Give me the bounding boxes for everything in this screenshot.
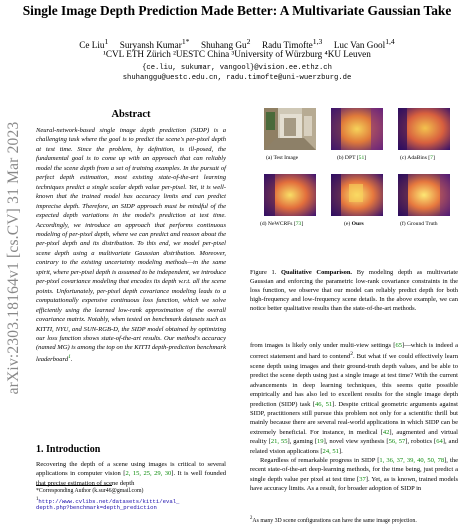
body-text: from images is likely only under multi-view settings [ [250, 342, 396, 349]
citation[interactable]: 24, 51 [322, 447, 339, 455]
caption-label: (b) DPT [ [337, 155, 359, 161]
subfigure-caption [344, 221, 364, 227]
footnote-mark: 2 [350, 351, 353, 358]
caption-label: (d) NeWCRFs [ [260, 221, 296, 227]
body-text: ], augmented and virtual reality [ [250, 428, 458, 446]
dpt-depth-thumbnail [331, 108, 383, 150]
citation[interactable]: 56, 57 [388, 438, 406, 446]
caption-label: (c) AdaBins [ [400, 155, 431, 161]
caption-tail: ] [432, 155, 435, 161]
body-text: ]. Despite critical geometric arguments against SIDP, practitioners still pursue this problem not only for a scientific thrill but mainly because there are several real-world applications in which SIDP can be extremely beneficial. For instance, in medical [ [250, 400, 459, 436]
author-name: Suryansh Kumar [119, 40, 182, 51]
affiliations: ¹CVL ETH Zürich ²UESTC China ³University of Würzburg ⁴KU Leuven [103, 49, 371, 59]
caption-label: (f) Ground Truth [400, 221, 438, 227]
citation[interactable]: 64 [436, 438, 443, 446]
citation[interactable]: 19 [317, 438, 324, 446]
caption-text: By modeling depth as multivariate Gaussian and enforcing the parametric low-rank covariance constraints in the loss function, we observe that our model can reliably predict depth for both high-frequency and low-frequency scene details. In the above example, we can notice better qualitative results than the state-of-the-art methods. [250, 269, 459, 312]
citation[interactable]: 51 [358, 155, 365, 161]
body-text: ], robotics [ [405, 438, 437, 446]
citation[interactable]: 73 [295, 221, 302, 227]
email-line: {ce.liu, sukumar, vangool}@vision.ee.ethz.ch [142, 64, 332, 72]
figure-1 [248, 104, 460, 259]
subfigure-caption [400, 221, 438, 227]
citation[interactable]: 7 [430, 155, 433, 161]
caption-label: (e) [344, 221, 352, 227]
subfigure-caption [337, 155, 366, 161]
footnote-rule [36, 485, 112, 486]
citation[interactable]: 42 [382, 428, 390, 436]
intro-text: Recovering the depth of a scene using images is critical to several applications in computer vision [ [36, 461, 226, 478]
footnote-url-cont [36, 504, 236, 512]
footnote-mark: 2 [250, 516, 253, 521]
section-heading: 1. Introduction [36, 444, 101, 455]
abstract-body: Neural-network-based single image depth prediction (SIDP) is a challenging task where the goal is to predict the scene's per-pixel depth at test time. Since the problem, by definition, is ill-posed, the fundamental goal is to come up with an approach that can reliably model the scene depth from a set of training examples. In the pursuit of perfect depth estimation, most existing state-of-the-art learning techniques predict a single scalar depth value per-pixel. Yet, it is well-known that the trained model has accuracy limits and can predict imprecise depth. Therefore, an SIDP approach must be mindful of the expected depth variations in the model's prediction at test time. Accordingly, we introduce an approach that performs continuous modeling of per-pixel depth, where we can predict and reason about the per-pixel depth and its distribution. To this end, we model per-pixel scene depth using a multivariate Gaussian distribution. Moreover, contrary to the existing uncertainty modeling methods—in the same spirit, where per-pixel depth is assumed to be independent, we introduce per-pixel covariance modeling that encodes its depth w.r.t. all the scene points. Unfortunately, per-pixel depth covariance modeling leads to a computationally expensive continuous loss function, which we solve efficiently using the learned low-rank approximation of the overall covariance matrix. Notably, when tested on benchmark datasets such as KITTI, NYU, and SUN-RGB-D, the SIDP model obtained by optimizing our loss function shows state-of-the-art results. Our method's accuracy (named MG) is among the top on the KITTI depth-prediction benchmark leaderboard$^1$. [36, 127, 226, 364]
body-text: . But what if we could effectively learn scene depth using images and their ground-truth depth values, and be able to predict the scene depth using just a single image at test time? With the current advancements in deep learning techniques, this seems quite possible empirically and has also led to excellent results for the single image depth prediction (SIDP) task [ [250, 353, 458, 408]
caption-bold: Qualitative Comparison. [281, 269, 353, 276]
author-mark: 1* [181, 37, 190, 46]
body-text: ]—which is indeed a correct statement and hard to contend [250, 342, 458, 361]
citation[interactable]: 46, 51 [315, 400, 333, 408]
subfigure-caption [400, 155, 435, 161]
citation[interactable]: 21, 55 [270, 438, 288, 446]
footnote-text: *Corresponding Author (k.sur46@gmail.com) [36, 488, 144, 494]
body-text: Regardless of remarkable progress in SIDP [ [260, 457, 380, 465]
author-mark: 1,4 [385, 37, 395, 46]
body-paragraph [250, 341, 458, 494]
body-text: ], the recent state-of-the-art deep-learning methods, for the time being, just predict a single depth value per pixel at test time [ [250, 457, 459, 483]
body-text: ]. [338, 447, 343, 455]
author-name: Luc Van Gool [333, 40, 386, 51]
intro-paragraph [36, 460, 226, 488]
author-mark: 1,3 [312, 37, 323, 46]
citation[interactable]: 2, 15, 25, 29, 30 [125, 470, 172, 478]
citation[interactable]: 1, 36, 37, 39, 40, 50, 78 [379, 457, 445, 465]
footnote-text: As many 3D scene configurations can have the same image projection. [252, 517, 417, 524]
arxiv-identifier: arXiv:2303.18164v1 [cs.CV] 31 Mar 2023 [5, 121, 22, 395]
ground-truth-depth-thumbnail [398, 174, 450, 216]
body-text: ], gaming [ [287, 438, 318, 446]
abstract-heading: Abstract [111, 109, 151, 120]
email-line: shuhanggu@uestc.edu.cn, radu.timofte@uni-wuerzburg.de [122, 74, 352, 82]
abstract-footnote-mark: 1 [68, 353, 71, 360]
figure-caption [250, 269, 458, 314]
footnote-corresponding [36, 488, 236, 495]
citation[interactable]: 37 [359, 475, 366, 483]
adabins-depth-thumbnail [398, 108, 450, 150]
author-name: Radu Timofte [261, 40, 313, 51]
footnote-mark: 1 [36, 497, 39, 502]
body-text: ], and related vision applications [ [250, 438, 458, 455]
caption-tail: ] [301, 221, 304, 227]
author-mark: 1 [104, 37, 109, 46]
author-name: Ce Liu [79, 40, 105, 51]
caption-bold: Ours [351, 221, 364, 227]
subfigure-caption [260, 221, 303, 227]
newcrfs-depth-thumbnail [264, 174, 316, 216]
paper-title: Single Image Depth Prediction Made Better: A Multivariate Gaussian Take [22, 3, 452, 18]
abstract-text: Neural-network-based single image depth prediction (SIDP) is a challenging task where the goal is to predict the scene's per-pixel depth at test time. Since the problem, by definition, is ill-posed, the fundamental goal is to come up with an approach that can reliably model the scene depth from a set of training examples. In the pursuit of perfect depth estimation, most existing state-of-the-art learning techniques predict a single scalar depth value per-pixel. Yet, it is well-known that the trained model has accuracy limits and can predict imprecise depth. Therefore, an SIDP approach must be mindful of the expected depth variations in the model's prediction at test time. Accordingly, we introduce an approach that performs continuous modeling of per-pixel depth, where we can predict and reason about the per-pixel depth and its distribution. To this end, we model per-pixel scene depth using a multivariate Gaussian distribution. Moreover, contrary to the existing uncertainty modeling methods—in the same spirit, where per-pixel depth is assumed to be independent, we introduce per-pixel covariance modeling that encodes its depth w.r.t. all the scene points. Unfortunately, per-pixel depth covariance modeling leads to a computationally expensive continuous loss function, which we solve efficiently using the learned low-rank approximation of the overall covariance matrix. Notably, when tested on benchmark datasets such as KITTI, NYU, and SUN-RGB-D, the SIDP model obtained by optimizing our loss function shows state-of-the-art results. Our method's accuracy (named MG) is among the top on the KITTI depth-prediction benchmark leaderboard [36, 127, 226, 364]
body-text: ], novel view synthesis [ [323, 438, 389, 446]
caption-label: (a) Test Image [266, 155, 299, 161]
intro-text: ]. It is well founded that precise estimation of scene depth [36, 470, 226, 487]
subfigure-caption [266, 155, 298, 161]
ours-depth-thumbnail [331, 174, 383, 216]
test-image-thumbnail [264, 108, 316, 150]
citation[interactable]: 65 [395, 342, 402, 349]
benchmark-link[interactable]: http://www.cvlibs.net/datasets/kitti/eval_ [38, 497, 180, 505]
caption-tail: ] [364, 155, 367, 161]
footnote-right [250, 516, 458, 524]
caption-prefix: Figure 1. [250, 269, 277, 276]
benchmark-link-cont[interactable]: depth.php?benchmark=depth_prediction [36, 504, 157, 511]
author-name: Shuhang Gu [200, 40, 247, 51]
author-mark: 2 [246, 37, 251, 46]
arxiv-sidebar [2, 78, 26, 438]
body-text: ]. Yet, as is known, trained models have accuracy limits. As a result, for broader adoption of SIDP in [250, 475, 458, 493]
